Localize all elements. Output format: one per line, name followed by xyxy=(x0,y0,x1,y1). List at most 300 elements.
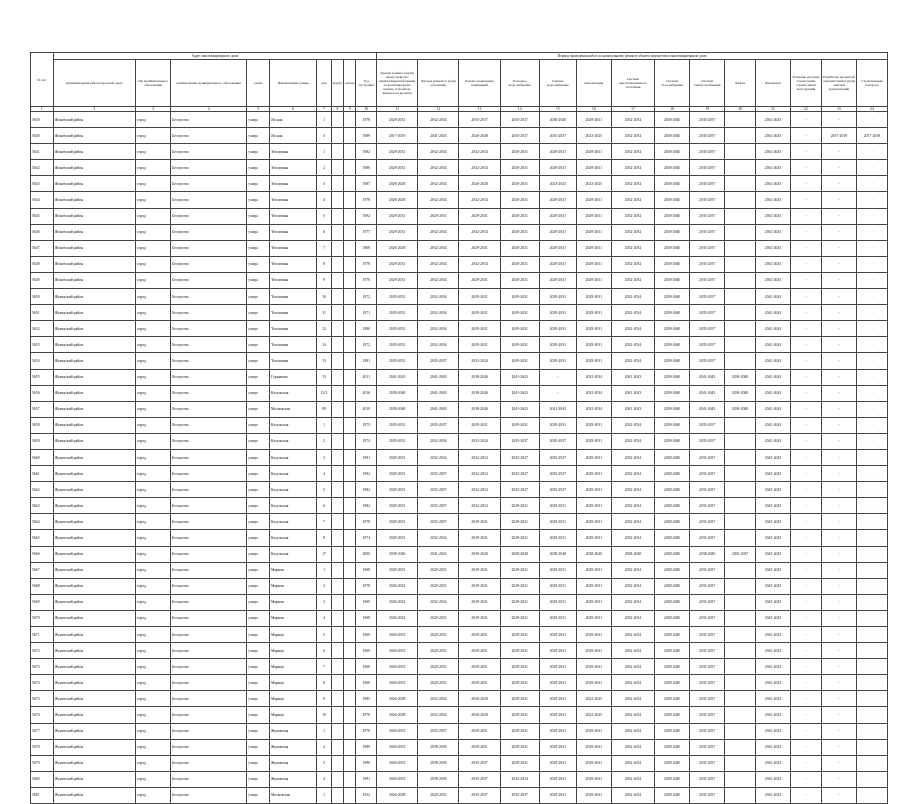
period-cell: 2029-2031 xyxy=(576,449,611,465)
period-cell: 2041-2043 xyxy=(756,739,791,755)
period-cell: 2026-2028 xyxy=(377,240,418,256)
district-cell: Жуковский район xyxy=(53,514,135,530)
house-cell: 2 xyxy=(317,160,331,176)
house-cell: 1 xyxy=(317,723,331,739)
letter-cell xyxy=(344,771,356,787)
period-cell: 2035-2037 xyxy=(690,208,725,224)
table-row xyxy=(31,353,888,369)
period-cell xyxy=(725,627,756,643)
col-header: Год постройки xyxy=(356,60,377,107)
letter-cell xyxy=(344,208,356,224)
period-cell: 2041-2043 xyxy=(756,176,791,192)
year-cell: 2000 xyxy=(356,546,377,562)
street-name-cell: Тепличная xyxy=(269,160,316,176)
period-cell: 2035-2037 xyxy=(690,755,725,771)
period-cell: 2032-2034 xyxy=(611,787,654,803)
period-cell: 2029-2031 xyxy=(377,498,418,514)
letter-cell xyxy=(344,192,356,208)
period-cell: 2041-2043 xyxy=(756,369,791,385)
period-cell xyxy=(725,675,756,691)
street-type-cell: улица xyxy=(247,610,270,626)
period-cell: 2029-2031 xyxy=(539,305,576,321)
municipality-name-cell: Белоусово xyxy=(171,530,247,546)
table-row xyxy=(31,787,888,803)
period-cell: 2041-2043 xyxy=(756,482,791,498)
period-cell: - xyxy=(856,208,887,224)
period-cell: 2029-2031 xyxy=(539,755,576,771)
period-cell: 2029-2031 xyxy=(500,691,539,707)
house-cell: 5 xyxy=(317,627,331,643)
period-cell: 2029-2031 xyxy=(500,530,539,546)
house-cell: 2 xyxy=(317,433,331,449)
table-row xyxy=(31,224,888,240)
period-cell: 2029-2031 xyxy=(500,353,539,369)
period-cell: 2032-2034 xyxy=(611,337,654,353)
period-cell: 2026-2028 xyxy=(459,691,500,707)
period-cell: 2035-2037 xyxy=(690,112,725,128)
period-cell: 2041-2043 xyxy=(611,385,654,401)
capital-repair-table xyxy=(30,52,888,804)
period-cell: 2029-2031 xyxy=(459,610,500,626)
letter-cell xyxy=(344,659,356,675)
municipality-name-cell: Белоусово xyxy=(171,305,247,321)
period-cell: 2032-2034 xyxy=(611,466,654,482)
municipality-name-cell: Белоусово xyxy=(171,240,247,256)
street-type-cell: улица xyxy=(247,675,270,691)
period-cell: - xyxy=(821,289,856,305)
period-cell xyxy=(725,224,756,240)
row-number: 5657 xyxy=(31,401,54,417)
period-cell: 2038-2040 xyxy=(655,240,690,256)
year-cell: 1980 xyxy=(356,321,377,337)
period-cell: 2041-2043 xyxy=(690,385,725,401)
letter-cell xyxy=(344,675,356,691)
period-cell: 2041-2043 xyxy=(756,466,791,482)
period-cell: 2041-2043 xyxy=(756,594,791,610)
year-cell: 1978 xyxy=(356,256,377,272)
period-cell: 2038-2040 xyxy=(725,401,756,417)
street-type-cell: улица xyxy=(247,530,270,546)
period-cell: 2032-2034 xyxy=(611,498,654,514)
period-cell: - xyxy=(791,482,822,498)
period-cell: 2035-2037 xyxy=(690,449,725,465)
period-cell: - xyxy=(821,433,856,449)
period-cell: 2029-2031 xyxy=(500,514,539,530)
municipality-type-cell: город xyxy=(136,771,171,787)
period-cell: 2023-2025 xyxy=(576,691,611,707)
period-cell: 2032-2034 xyxy=(611,723,654,739)
col-header: Ремонт подвальных помещений xyxy=(459,60,500,107)
building-cell xyxy=(331,305,343,321)
period-cell: 2038-2040 xyxy=(655,256,690,272)
letter-cell xyxy=(344,353,356,369)
street-type-cell: улица xyxy=(247,256,270,272)
district-cell: Жуковский район xyxy=(53,144,135,160)
municipality-type-cell: город xyxy=(136,208,171,224)
building-cell xyxy=(331,755,343,771)
period-cell: - xyxy=(821,224,856,240)
table-row xyxy=(31,176,888,192)
col-header: Фундамент xyxy=(756,60,791,107)
period-cell: 2038-2040 xyxy=(418,739,459,755)
building-cell xyxy=(331,240,343,256)
street-name-cell: Мирная xyxy=(269,627,316,643)
period-cell xyxy=(725,128,756,144)
period-cell: 2032-2034 xyxy=(459,144,500,160)
period-cell: 2029-2031 xyxy=(459,337,500,353)
period-cell: 2029-2031 xyxy=(539,417,576,433)
period-cell: 2032-2034 xyxy=(418,224,459,240)
period-cell: 2038-2040 xyxy=(655,128,690,144)
period-cell: 2038-2040 xyxy=(500,546,539,562)
period-cell: 2029-2031 xyxy=(539,771,576,787)
period-cell: - xyxy=(856,112,887,128)
period-cell: 2029-2031 xyxy=(576,643,611,659)
period-cell: 2032-2034 xyxy=(611,643,654,659)
col-header: наименование муниципального образования xyxy=(171,60,247,107)
period-cell: 2029-2031 xyxy=(500,594,539,610)
municipality-type-cell: город xyxy=(136,321,171,337)
house-cell: 6 xyxy=(317,224,331,240)
period-cell: 2038-2040 xyxy=(418,755,459,771)
period-cell: 2035-2037 xyxy=(690,739,725,755)
period-cell: 2032-2034 xyxy=(576,369,611,385)
period-cell: 2035-2037 xyxy=(418,466,459,482)
period-cell: - xyxy=(791,771,822,787)
period-cell: 2029-2031 xyxy=(576,337,611,353)
period-cell: 2032-2034 xyxy=(611,256,654,272)
row-number: 5674 xyxy=(31,675,54,691)
period-cell: - xyxy=(821,546,856,562)
period-cell: 2038-2040 xyxy=(655,369,690,385)
col-header: дом xyxy=(317,60,331,107)
period-cell xyxy=(725,112,756,128)
period-cell: 2029-2031 xyxy=(539,723,576,739)
house-cell: 6 xyxy=(317,498,331,514)
house-cell: 17 xyxy=(317,546,331,562)
row-number: 5645 xyxy=(31,208,54,224)
building-cell xyxy=(331,289,343,305)
period-cell: 2035-2037 xyxy=(539,482,576,498)
period-cell: - xyxy=(821,272,856,288)
street-name-cell: Тепличная xyxy=(269,272,316,288)
period-cell: 2029-2031 xyxy=(377,112,418,128)
year-cell: 1992 xyxy=(356,466,377,482)
col-number: 5 xyxy=(247,107,270,112)
period-cell: 2035-2037 xyxy=(418,514,459,530)
period-cell: 2032-2034 xyxy=(418,176,459,192)
street-type-cell: улица xyxy=(247,707,270,723)
period-cell: 2038-2040 xyxy=(655,224,690,240)
period-cell xyxy=(725,578,756,594)
year-cell: 1978 xyxy=(356,723,377,739)
house-cell: 1 xyxy=(317,562,331,578)
period-cell: - xyxy=(791,272,822,288)
period-cell: 2032-2034 xyxy=(459,224,500,240)
period-cell: 2032-2034 xyxy=(611,739,654,755)
period-cell: 2035-2037 xyxy=(690,482,725,498)
municipality-name-cell: Белоусово xyxy=(171,417,247,433)
period-cell: 2041-2043 xyxy=(756,433,791,449)
street-name-cell: Жуковская xyxy=(269,739,316,755)
period-cell: - xyxy=(821,160,856,176)
period-cell: 2029-2031 xyxy=(500,739,539,755)
period-cell: 2029-2031 xyxy=(500,562,539,578)
year-cell: 1981 xyxy=(356,353,377,369)
period-cell: - xyxy=(821,385,856,401)
period-cell: 2041-2043 xyxy=(756,289,791,305)
period-cell: 2038-2040 xyxy=(655,208,690,224)
house-cell: 99 xyxy=(317,401,331,417)
row-number: 5672 xyxy=(31,643,54,659)
period-cell: 2029-2031 xyxy=(418,643,459,659)
period-cell: 2029-2031 xyxy=(459,627,500,643)
period-cell: 2038-2040 xyxy=(655,433,690,449)
municipality-name-cell: Белоусово xyxy=(171,707,247,723)
period-cell: 2029-2031 xyxy=(576,112,611,128)
period-cell: 2032-2034 xyxy=(611,176,654,192)
street-type-cell: улица xyxy=(247,723,270,739)
municipality-type-cell: город xyxy=(136,272,171,288)
table-row xyxy=(31,240,888,256)
period-cell: 2029-2031 xyxy=(500,305,539,321)
street-name-cell: Лесная xyxy=(269,128,316,144)
street-name-cell: Калужская xyxy=(269,466,316,482)
district-cell: Жуковский район xyxy=(53,739,135,755)
period-cell: 2035-2037 xyxy=(690,305,725,321)
street-type-cell: улица xyxy=(247,594,270,610)
period-cell: 2029-2031 xyxy=(377,449,418,465)
municipality-type-cell: город xyxy=(136,723,171,739)
period-cell: 2041-2043 xyxy=(756,192,791,208)
row-number: 5669 xyxy=(31,594,54,610)
period-cell: 2032-2034 xyxy=(611,627,654,643)
period-cell: 2032-2034 xyxy=(459,449,500,465)
house-cell: 5 xyxy=(317,482,331,498)
period-cell: - xyxy=(856,771,887,787)
street-type-cell: улица xyxy=(247,562,270,578)
municipality-type-cell: город xyxy=(136,449,171,465)
period-cell: 2038-2040 xyxy=(655,627,690,643)
period-cell: - xyxy=(791,594,822,610)
period-cell: 2029-2031 xyxy=(377,723,418,739)
row-number: 5641 xyxy=(31,144,54,160)
col-header: Холодное водоснабжение xyxy=(500,60,539,107)
year-cell: 1973 xyxy=(356,530,377,546)
period-cell: 2029-2031 xyxy=(377,627,418,643)
table-row xyxy=(31,610,888,626)
period-cell: 2029-2031 xyxy=(500,755,539,771)
col-header: Кровля (замена и (или) переустройство невентилируемой крыши на вентилируемую крышу, устройство выходов на кровлю) xyxy=(377,60,418,107)
year-cell: 1972 xyxy=(356,289,377,305)
col-header: Строительный контроль xyxy=(856,60,887,107)
period-cell: 2035-2037 xyxy=(539,128,576,144)
building-cell xyxy=(331,594,343,610)
municipality-name-cell: Белоусово xyxy=(171,659,247,675)
period-cell: 2041-2043 xyxy=(756,224,791,240)
table-row xyxy=(31,272,888,288)
period-cell: 2035-2037 xyxy=(690,675,725,691)
table-row xyxy=(31,321,888,337)
table-row xyxy=(31,192,888,208)
district-cell: Жуковский район xyxy=(53,466,135,482)
row-number: 5640 xyxy=(31,128,54,144)
period-cell: - xyxy=(821,691,856,707)
col-number: 22 xyxy=(791,107,822,112)
municipality-type-cell: город xyxy=(136,160,171,176)
municipality-name-cell: Белоусово xyxy=(171,160,247,176)
table-row xyxy=(31,482,888,498)
building-cell xyxy=(331,176,343,192)
period-cell: 2035-2037 xyxy=(418,353,459,369)
letter-cell xyxy=(344,433,356,449)
row-number: 5665 xyxy=(31,530,54,546)
period-cell: 2035-2037 xyxy=(539,449,576,465)
row-number: 5677 xyxy=(31,723,54,739)
period-cell: 2029-2031 xyxy=(418,659,459,675)
period-cell: 2029-2031 xyxy=(576,755,611,771)
period-cell: 2032-2034 xyxy=(418,289,459,305)
period-cell: 2026-2028 xyxy=(377,787,418,803)
period-cell: 2035-2037 xyxy=(539,466,576,482)
period-cell: - xyxy=(791,289,822,305)
house-cell: 8 xyxy=(317,675,331,691)
period-cell: 2038-2040 xyxy=(655,482,690,498)
letter-cell xyxy=(344,176,356,192)
period-cell: 2035-2037 xyxy=(690,691,725,707)
district-cell: Жуковский район xyxy=(53,627,135,643)
municipality-type-cell: город xyxy=(136,755,171,771)
period-cell: 2032-2034 xyxy=(611,530,654,546)
period-cell: - xyxy=(791,192,822,208)
period-cell: 2029-2031 xyxy=(539,659,576,675)
period-cell: 2035-2037 xyxy=(690,787,725,803)
period-cell: 2038-2040 xyxy=(655,675,690,691)
period-cell: 2029-2031 xyxy=(418,208,459,224)
municipality-type-cell: город xyxy=(136,530,171,546)
period-cell: 2029-2031 xyxy=(377,208,418,224)
letter-cell xyxy=(344,594,356,610)
period-cell: - xyxy=(821,643,856,659)
period-cell: 2029-2031 xyxy=(576,466,611,482)
period-cell: 2035-2037 xyxy=(500,449,539,465)
street-type-cell: улица xyxy=(247,353,270,369)
period-cell: 2038-2040 xyxy=(655,353,690,369)
table-row xyxy=(31,562,888,578)
col-header: Горячее водоснабжение xyxy=(539,60,576,107)
year-cell: 1992 xyxy=(356,208,377,224)
letter-cell xyxy=(344,482,356,498)
period-cell: 2029-2031 xyxy=(539,160,576,176)
period-cell: - xyxy=(856,643,887,659)
street-name-cell: Московская xyxy=(269,787,316,803)
period-cell: - xyxy=(856,240,887,256)
year-cell: 1978 xyxy=(356,578,377,594)
municipality-type-cell: город xyxy=(136,578,171,594)
period-cell: 2029-2031 xyxy=(539,337,576,353)
house-cell: 2 xyxy=(317,578,331,594)
municipality-name-cell: Белоусово xyxy=(171,272,247,288)
period-cell: 2032-2034 xyxy=(611,449,654,465)
municipality-name-cell: Белоусово xyxy=(171,723,247,739)
period-cell: 2035-2037 xyxy=(418,482,459,498)
col-number: 16 xyxy=(576,107,611,112)
period-cell: - xyxy=(856,466,887,482)
district-cell: Жуковский район xyxy=(53,160,135,176)
table-row xyxy=(31,514,888,530)
period-cell: 2029-2031 xyxy=(576,192,611,208)
building-cell xyxy=(331,771,343,787)
district-cell: Жуковский район xyxy=(53,546,135,562)
period-cell xyxy=(725,449,756,465)
period-cell: 2029-2031 xyxy=(500,723,539,739)
period-cell: - xyxy=(821,771,856,787)
period-cell: 2035-2037 xyxy=(690,128,725,144)
period-cell: 2038-2040 xyxy=(611,546,654,562)
row-number: 5643 xyxy=(31,176,54,192)
period-cell: 2038-2040 xyxy=(539,546,576,562)
letter-cell xyxy=(344,498,356,514)
period-cell: - xyxy=(856,691,887,707)
letter-cell xyxy=(344,578,356,594)
year-cell: 1985 xyxy=(356,691,377,707)
period-cell: - xyxy=(856,610,887,626)
period-cell: 2032-2034 xyxy=(611,707,654,723)
period-cell: 2029-2031 xyxy=(377,771,418,787)
street-type-cell: улица xyxy=(247,627,270,643)
period-group-header: Период проведения работ по капитальному ремонту общего имущества в многоквартирном доме xyxy=(377,53,888,60)
letter-cell xyxy=(344,417,356,433)
row-number: 5679 xyxy=(31,755,54,771)
period-cell: 2035-2037 xyxy=(459,787,500,803)
letter-cell xyxy=(344,369,356,385)
period-cell: - xyxy=(791,643,822,659)
street-name-cell: Калужская xyxy=(269,530,316,546)
street-type-cell: улица xyxy=(247,659,270,675)
period-cell xyxy=(725,289,756,305)
period-cell: 2032-2034 xyxy=(418,337,459,353)
period-cell: 2038-2040 xyxy=(539,112,576,128)
period-cell: 2026-2028 xyxy=(459,707,500,723)
period-cell: 2032-2034 xyxy=(459,498,500,514)
municipality-name-cell: Белоусово xyxy=(171,562,247,578)
street-name-cell: Калужская xyxy=(269,385,316,401)
period-cell: 2026-2028 xyxy=(377,707,418,723)
period-cell: - xyxy=(791,723,822,739)
municipality-name-cell: Белоусово xyxy=(171,433,247,449)
period-cell: 2032-2034 xyxy=(611,417,654,433)
street-type-cell: улица xyxy=(247,449,270,465)
row-number: 5666 xyxy=(31,546,54,562)
period-cell: - xyxy=(856,514,887,530)
period-cell: - xyxy=(821,208,856,224)
district-cell: Жуковский район xyxy=(53,112,135,128)
period-cell: 2032-2034 xyxy=(611,691,654,707)
row-number: 5673 xyxy=(31,659,54,675)
period-cell: 2035-2037 xyxy=(690,240,725,256)
period-cell: 2035-2037 xyxy=(690,643,725,659)
period-cell: 2029-2031 xyxy=(500,160,539,176)
row-number: 5663 xyxy=(31,498,54,514)
period-cell: 2032-2034 xyxy=(611,160,654,176)
municipality-type-cell: город xyxy=(136,594,171,610)
period-cell: 2029-2031 xyxy=(500,321,539,337)
period-cell: 2032-2034 xyxy=(611,482,654,498)
house-cell: 7 xyxy=(317,240,331,256)
letter-cell xyxy=(344,755,356,771)
period-cell: 2032-2034 xyxy=(611,675,654,691)
table-row xyxy=(31,305,888,321)
